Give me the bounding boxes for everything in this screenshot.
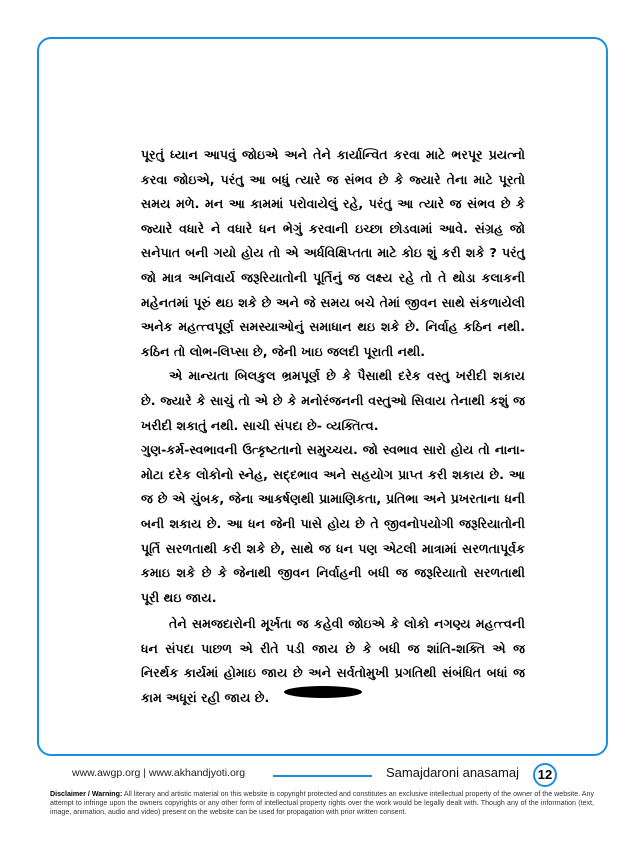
ink-blot-divider bbox=[284, 686, 362, 698]
paragraph-2: એ માન્યતા બિલકુલ ભ્રમપૂર્ણ છે કે પૈસાથી દરેક વસ્તુ ખરીદી શકાય છે. જ્યારે કે સાચું તો એ છે કે મનોરંજનની વસ્તુઓ સિવાય તેનાથી કશું જ ખરીદી શકાતું નથી. સાચી સંપદા છે- વ્યક્તિત્વ. bbox=[141, 368, 525, 433]
disclaimer-label: Disclaimer / Warning: bbox=[50, 790, 123, 798]
disclaimer-text bbox=[50, 790, 594, 818]
website-links[interactable]: www.awgp.org | www.akhandjyoti.org bbox=[72, 767, 246, 779]
paragraph-1: પૂરતું ધ્યાન આપવું જોઇએ અને તેને કાર્યાન્વિત કરવા માટે ભરપૂર પ્રયત્નો કરવા જોઇએ, પરંતુ આ બધું ત્યારે જ સંભવ છે કે જ્યારે તેના માટે પૂરતો સમય મળે. મન આ કામમાં પરોવાયેલું રહે, પરંતુ આ ત્યારે જ સંભવ છે કે જ્યારે વધારે ને વધારે ધન ભેગું કરવાની ઇચ્છા છોડવામાં આવે. સંગ્રહ જો સનેપાત બની ગયો હોય તો એ અર્ધવિક્ષિપ્તતા માટે કોઇ શું કરી શકે ? પરંતુ જો માત્ર અનિવાર્ય જરૂરિયાતોની પૂર્તિનું જ લક્ષ્ય રહે તો તે થોડા કલાકની મહેનતમાં પૂરું થઇ શકે છે અને જે સમય બચે તેમાં જીવન સાથે સંકળાયેલી અનેક મહત્ત્વપૂર્ણ સમસ્યાઓનું સમાધાન થઇ શકે છે. નિર્વાહ કઠિન નથી. કઠિન તો લોભ-લિપ્સા છે, જેની ખાઇ જલદી પૂરાતી નથી. bbox=[141, 147, 525, 359]
paragraph-4: તેને સમજદારોની મૂર્ખતા જ કહેવી જોઇએ કે લોકો નગણ્ય મહત્ત્વની ધન સંપદા પાછળ એ રીતે પડી જાય છે કે બધી જ શાંતિ-શક્તિ એ જ નિરર્થક કાર્યમાં હોમાઇ જાય છે અને સર્વતોમુખી પ્રગતિથી સંબંધિત બધાં જ કામ અધૂરાં રહી જાય છે. bbox=[141, 616, 525, 706]
page-footer bbox=[0, 763, 644, 789]
page-number-badge: 12 bbox=[533, 763, 557, 787]
footer-divider-line bbox=[273, 775, 372, 777]
paragraph-3: ગુણ-કર્મ-સ્વભાવની ઉત્કૃષ્ટતાનો સમુચ્ચય. જો સ્વભાવ સારો હોય તો નાના-મોટા દરેક લોકોનો સ્નેહ, સદ્દભાવ અને સહયોગ પ્રાપ્ત કરી શકાય છે. આ જ છે એ ચુંબક, જેના આકર્ષણથી પ્રામાણિકતા, પ્રતિભા અને પ્રખરતાના ધની બની શકાય છે. આ ધન જેની પાસે હોય છે તે જીવનોપયોગી જરૂરિયાતોની પૂર્તિ સરળતાથી કરી શકે છે, સાથે જ ધન પણ એટલી માત્રામાં સરળતાપૂર્વક કમાઇ શકે છે કે જેનાથી જીવન નિર્વાહની બધી જ જરૂરિયાતો સરળતાથી પૂરી થઇ જાય. bbox=[141, 442, 525, 605]
footer-article-title: Samajdaroni anasamaj bbox=[386, 765, 519, 780]
disclaimer-body: All literary and artistic material on this website is copyright protected and constitutes an exclusive intellectual property of the owner of the website. Any attempt to infringe upon the owners copyrights or any other form of intellectual property rights over the work would be legally dealt with. Though any of the information (text, image, animation, audio and video) present on the website can be used for propagation with prior written consent. bbox=[50, 790, 594, 817]
article-body bbox=[141, 143, 525, 711]
